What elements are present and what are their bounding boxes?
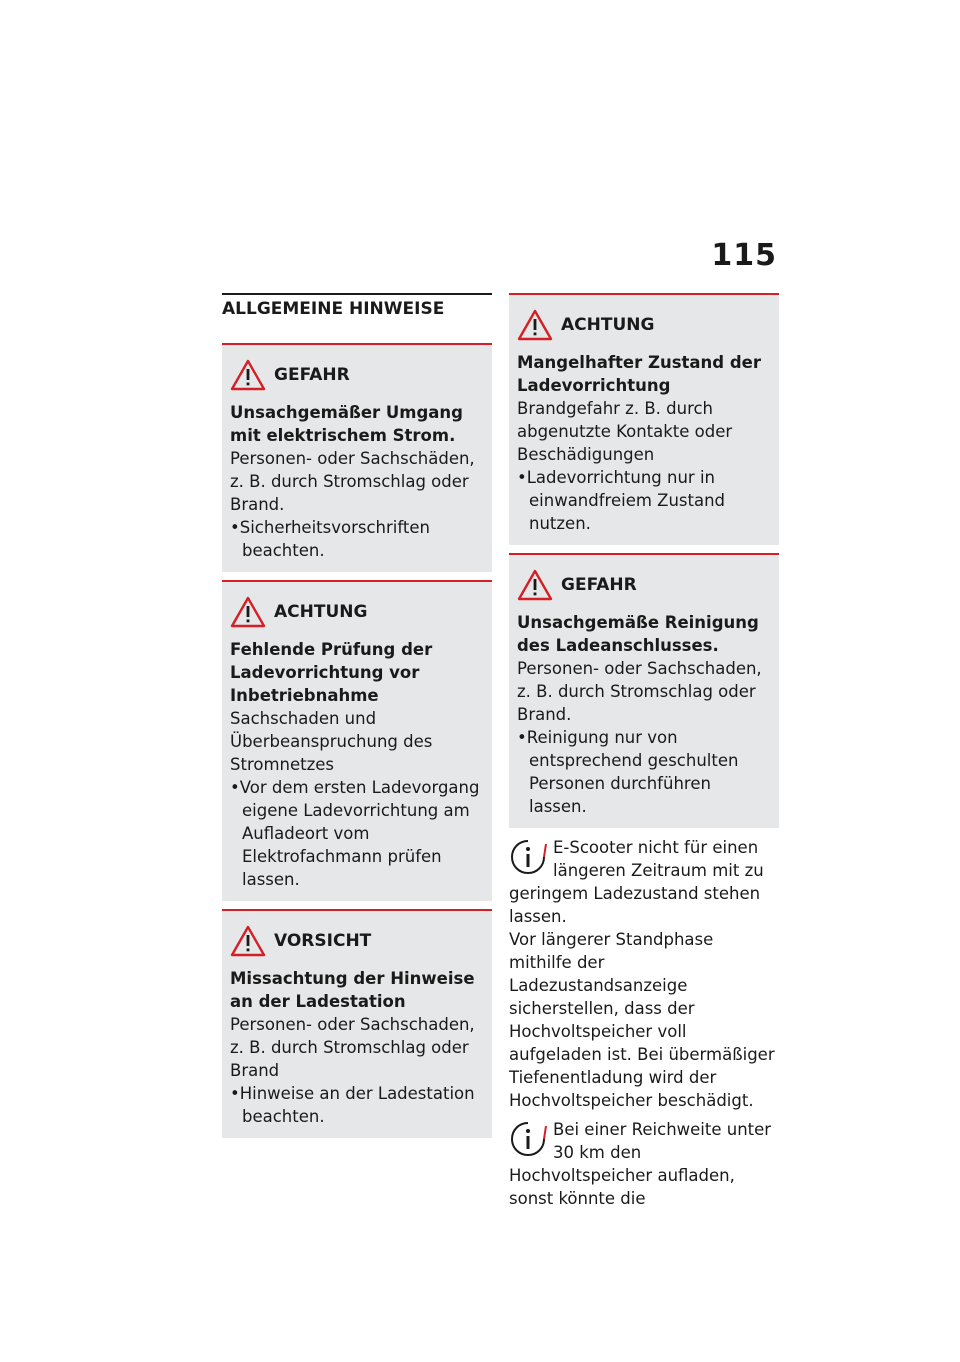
warning-box [222, 343, 492, 572]
page-number: 115 [711, 238, 777, 273]
section-title: ALLGEMEINE HINWEISE [222, 293, 492, 327]
warning-box [222, 580, 492, 901]
warning-text: Personen- oder Sachschaden, z. B. durch Stromschlag oder Brand [230, 1015, 475, 1080]
info-text: E-Scooter nicht für einen längeren Zeitraum mit zu geringem Ladezustand stehen lassen. [509, 838, 764, 926]
warning-level: GEFAHR [561, 575, 637, 595]
warning-box [222, 909, 492, 1138]
warning-title: Fehlende Prüfung der Ladevorrichtung vor Inbetriebnahme [230, 640, 433, 705]
info-detail: Vor längerer Standphase mithilfe der Ladezustandsanzeige sicherstellen, dass der Hochvoltspeicher voll aufgeladen ist. Bei übermäßiger Tiefenentladung wird der Hochvoltspeicher beschädigt. [509, 930, 775, 1110]
warning-title: Mangelhafter Zustand der Ladevorrichtung [517, 353, 761, 395]
info-note [509, 836, 779, 1112]
warning-triangle-icon [230, 596, 266, 628]
warning-bullet: • Ladevorrichtung nur in einwandfreiem Zustand nutzen. [517, 466, 771, 535]
warning-bullet: • Vor dem ersten Ladevorgang eigene Ladevorrichtung am Aufladeort vom Elektrofachmann prüfen lassen. [230, 776, 484, 891]
warning-triangle-icon [230, 359, 266, 391]
warning-bullet: • Sicherheitsvorschriften beachten. [230, 516, 484, 562]
right-column [509, 293, 779, 1210]
warning-header [517, 309, 771, 341]
warning-header [230, 925, 484, 957]
warning-triangle-icon [517, 309, 553, 341]
warning-level: GEFAHR [274, 365, 350, 385]
info-note [509, 1118, 779, 1210]
warning-text: Personen- oder Sachschäden, z. B. durch Stromschlag oder Brand. [230, 449, 475, 514]
left-column [222, 293, 492, 1146]
warning-title: Unsachgemäßer Umgang mit elektrischem Strom. [230, 403, 463, 445]
info-icon [509, 1120, 547, 1160]
warning-text: Personen- oder Sachschaden, z. B. durch Stromschlag oder Brand. [517, 659, 762, 724]
warning-title: Missachtung der Hinweise an der Ladestation [230, 969, 475, 1011]
warning-box [509, 293, 779, 545]
warning-text: Brandgefahr z. B. durch abgenutzte Kontakte oder Beschädigungen [517, 399, 733, 464]
warning-text: Sachschaden und Überbeanspruchung des Stromnetzes [230, 709, 433, 774]
warning-triangle-icon [517, 569, 553, 601]
warning-header [517, 569, 771, 601]
warning-title: Unsachgemäße Reinigung des Ladeanschlusses. [517, 613, 759, 655]
info-text: Bei einer Reichweite unter 30 km den Hochvoltspeicher aufladen, sonst könnte die [509, 1120, 772, 1208]
warning-level: ACHTUNG [274, 602, 368, 622]
warning-level: VORSICHT [274, 931, 372, 951]
warning-bullet: • Hinweise an der Ladestation beachten. [230, 1082, 484, 1128]
info-icon [509, 838, 547, 878]
warning-level: ACHTUNG [561, 315, 655, 335]
warning-triangle-icon [230, 925, 266, 957]
warning-box [509, 553, 779, 828]
warning-header [230, 596, 484, 628]
warning-header [230, 359, 484, 391]
warning-bullet: • Reinigung nur von entsprechend geschulten Personen durchführen lassen. [517, 726, 771, 818]
